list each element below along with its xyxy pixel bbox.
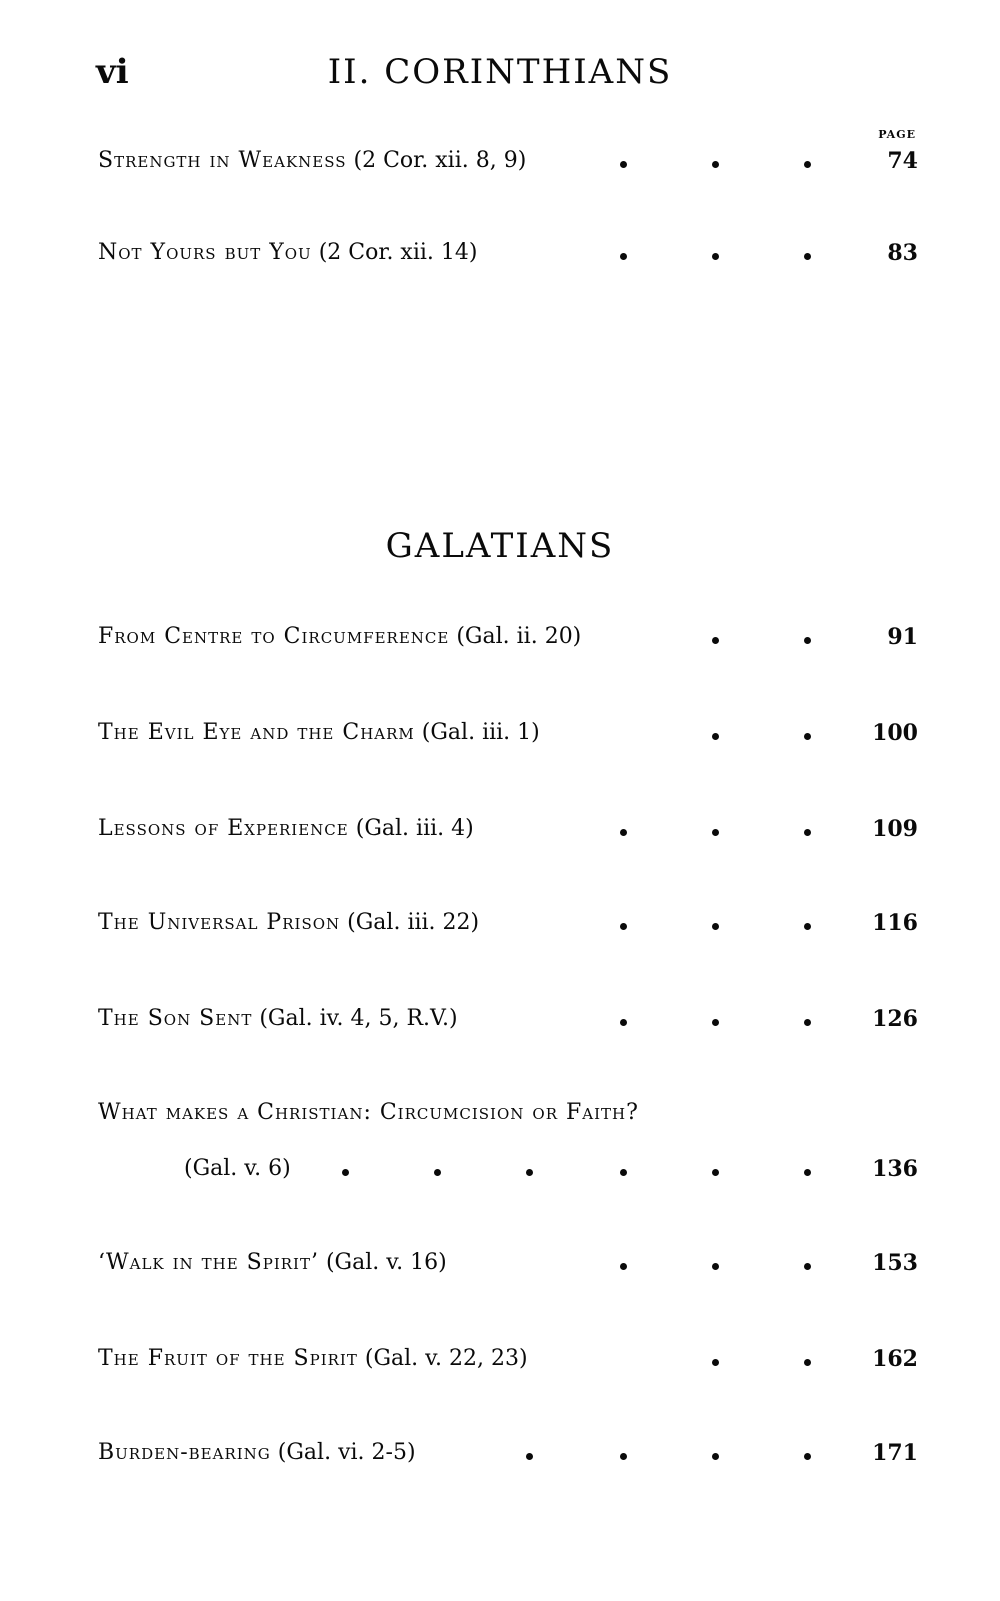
leader-dot	[526, 1169, 533, 1176]
toc-entry-title: The Evil Eye and the Charm (Gal. iii. 1)	[98, 720, 540, 745]
toc-page-number: 109	[872, 816, 918, 842]
page-header	[0, 52, 1000, 96]
toc-page-number: 126	[872, 1006, 918, 1032]
toc-page-number: 83	[887, 240, 918, 266]
toc-entry-title: Burden-bearing (Gal. vi. 2-5)	[98, 1440, 416, 1465]
toc-entry-title: The Son Sent (Gal. iv. 4, 5, R.V.)	[98, 1006, 458, 1031]
toc-entry[interactable]	[98, 910, 918, 946]
toc-entry-title: Not Yours but You (2 Cor. xii. 14)	[98, 240, 478, 265]
leader-dot	[342, 1169, 349, 1176]
toc-entry-reference: (Gal. v. 6)	[184, 1156, 291, 1181]
running-title: II. CORINTHIANS	[327, 52, 673, 92]
leader-dot	[712, 161, 719, 168]
page-column-label: PAGE	[878, 128, 916, 141]
toc-page-number: 171	[872, 1440, 918, 1466]
toc-entry[interactable]	[98, 148, 918, 184]
leader-dot	[620, 1263, 627, 1270]
leader-dot	[804, 1359, 811, 1366]
leader-dot	[712, 1263, 719, 1270]
leader-dot	[804, 1263, 811, 1270]
toc-page-number: 116	[872, 910, 918, 936]
leader-dot	[804, 253, 811, 260]
leader-dot	[804, 923, 811, 930]
leader-dot	[620, 1169, 627, 1176]
toc-page-number: 100	[872, 720, 918, 746]
leader-dot	[804, 733, 811, 740]
toc-entry-title: The Universal Prison (Gal. iii. 22)	[98, 910, 480, 935]
toc-entry-title: ‘Walk in the Spirit’ (Gal. v. 16)	[98, 1250, 447, 1275]
toc-entry[interactable]	[98, 1346, 918, 1382]
toc-page-number: 74	[887, 148, 918, 174]
toc-page-number: 153	[872, 1250, 918, 1276]
leader-dot	[712, 1169, 719, 1176]
toc-entry[interactable]	[98, 1440, 918, 1476]
leader-dot	[804, 637, 811, 644]
leader-dot	[712, 1453, 719, 1460]
leader-dot	[712, 1359, 719, 1366]
leader-dot	[526, 1453, 533, 1460]
leader-dot	[712, 733, 719, 740]
leader-dot	[804, 161, 811, 168]
leader-dot	[620, 1453, 627, 1460]
leader-dot	[804, 829, 811, 836]
toc-entry[interactable]	[98, 1006, 918, 1042]
toc-page-number: 136	[872, 1156, 918, 1182]
leader-dot	[804, 1453, 811, 1460]
leader-dot	[712, 253, 719, 260]
leader-dot	[804, 1019, 811, 1026]
leader-dot	[804, 1169, 811, 1176]
toc-entry-title: Lessons of Experience (Gal. iii. 4)	[98, 816, 474, 841]
toc-page-number: 162	[872, 1346, 918, 1372]
toc-entry[interactable]	[98, 1156, 918, 1192]
folio-number: vi	[96, 52, 129, 92]
leader-dot	[434, 1169, 441, 1176]
leader-dot	[620, 1019, 627, 1026]
toc-page-number: 91	[887, 624, 918, 650]
section-heading-galatians: GALATIANS	[385, 526, 615, 566]
leader-dot	[620, 161, 627, 168]
leader-dot	[712, 1019, 719, 1026]
toc-entry[interactable]	[98, 240, 918, 276]
leader-dot	[712, 829, 719, 836]
toc-entry-title: From Centre to Circumference (Gal. ii. 20)	[98, 624, 582, 649]
toc-entry[interactable]	[98, 1250, 918, 1286]
toc-entry[interactable]	[98, 816, 918, 852]
toc-entry-title: What makes a Christian: Circumcision or Faith?	[98, 1100, 639, 1125]
leader-dot	[620, 253, 627, 260]
leader-dot	[712, 923, 719, 930]
toc-entry[interactable]	[98, 720, 918, 756]
leader-dot	[620, 829, 627, 836]
toc-entry-title: Strength in Weakness (2 Cor. xii. 8, 9)	[98, 148, 527, 173]
toc-entry[interactable]	[98, 624, 918, 660]
leader-dot	[620, 923, 627, 930]
toc-entry-title: The Fruit of the Spirit (Gal. v. 22, 23)	[98, 1346, 528, 1371]
leader-dot	[712, 637, 719, 644]
